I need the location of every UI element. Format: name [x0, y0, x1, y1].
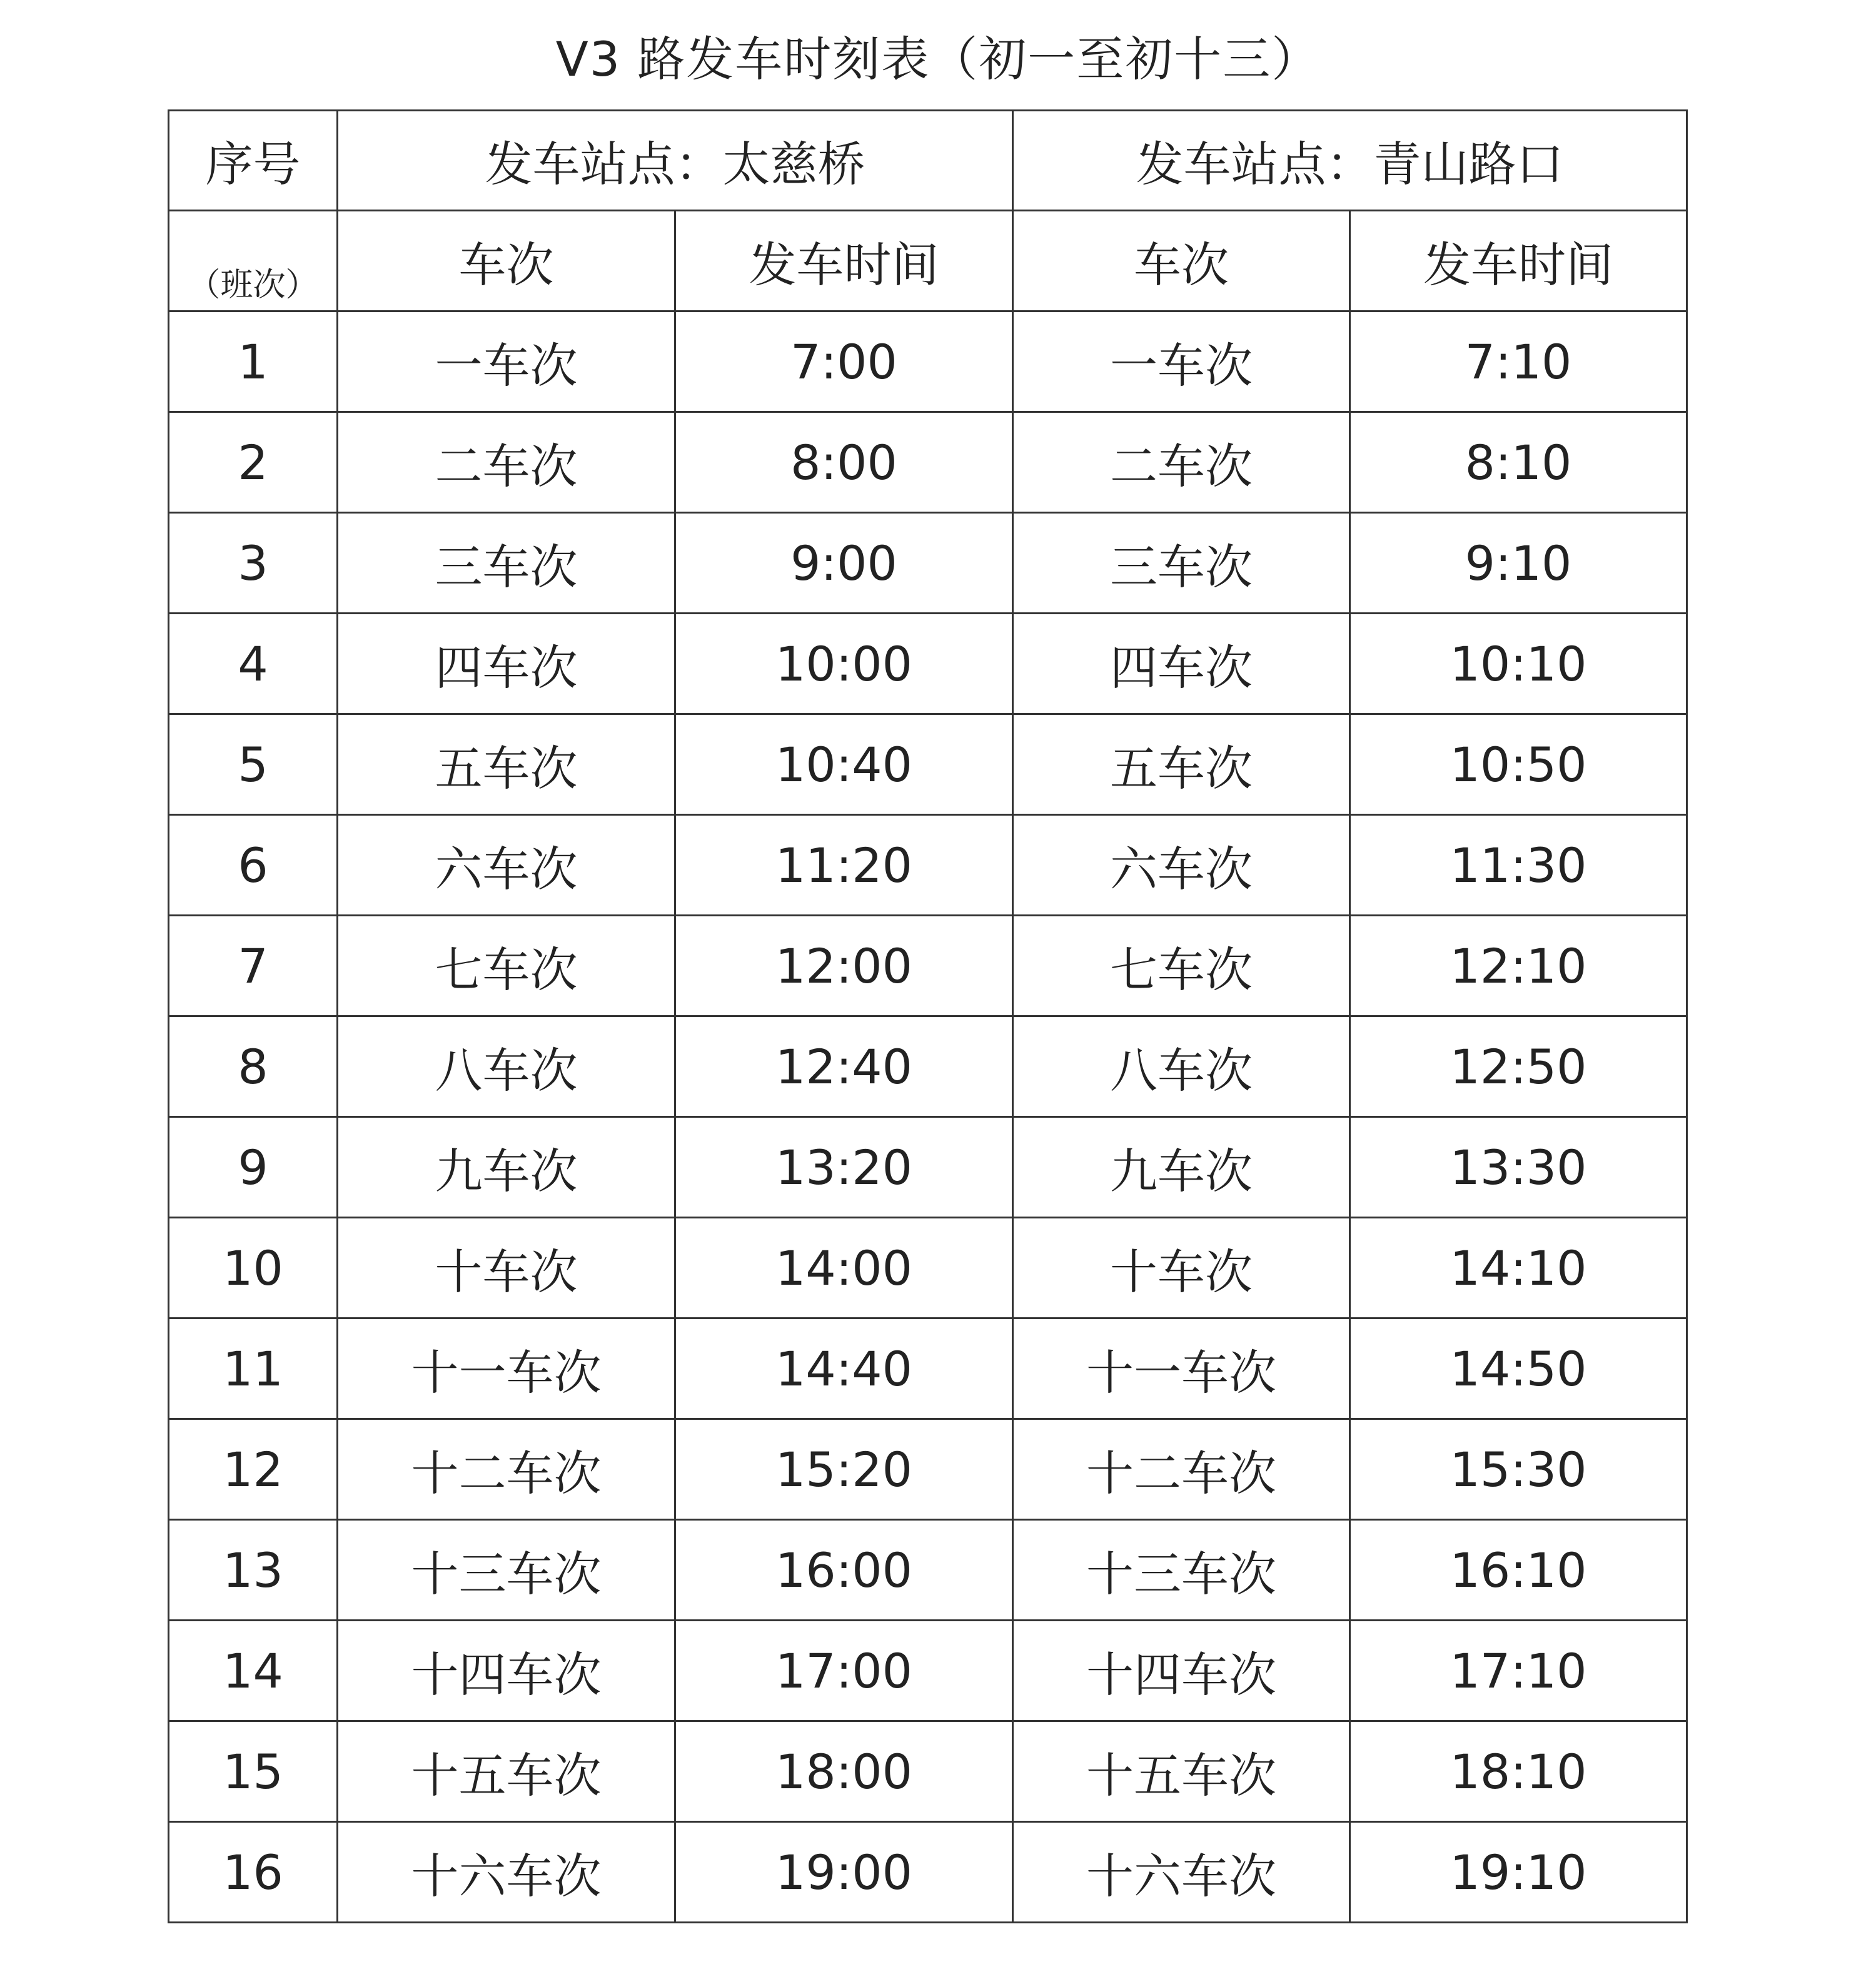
station-b-time-cell: 19:10: [1350, 1822, 1687, 1923]
table-row: [169, 614, 1687, 714]
table-row: [169, 1218, 1687, 1319]
seq-cell: 4: [169, 614, 338, 714]
station-b-trip-cell: 十四车次: [1013, 1621, 1350, 1721]
seq-subheader-cell: [169, 211, 338, 311]
table-row: [169, 412, 1687, 513]
table-row: [169, 1721, 1687, 1822]
seq-cell: 8: [169, 1016, 338, 1117]
station-a-time-header: 发车时间: [675, 211, 1013, 311]
station-b-time-cell: 17:10: [1350, 1621, 1687, 1721]
station-b-header: 发车站点：青山路口: [1013, 111, 1687, 211]
station-a-trip-cell: 四车次: [338, 614, 675, 714]
station-a-trip-cell: 六车次: [338, 815, 675, 916]
station-b-trip-cell: 三车次: [1013, 513, 1350, 614]
station-b-time-header: 发车时间: [1350, 211, 1687, 311]
station-a-time-cell: 14:00: [675, 1218, 1013, 1319]
station-b-time-cell: 8:10: [1350, 412, 1687, 513]
station-b-trip-cell: 十三车次: [1013, 1520, 1350, 1621]
station-b-trip-cell: 十二车次: [1013, 1419, 1350, 1520]
table-row: [169, 1822, 1687, 1923]
seq-header-cell: [169, 111, 338, 211]
station-b-time-cell: 11:30: [1350, 815, 1687, 916]
station-b-trip-cell: 四车次: [1013, 614, 1350, 714]
station-b-trip-cell: 十车次: [1013, 1218, 1350, 1319]
table-row: [169, 513, 1687, 614]
station-a-trip-header: 车次: [338, 211, 675, 311]
station-a-time-cell: 12:40: [675, 1016, 1013, 1117]
seq-cell: 5: [169, 714, 338, 815]
station-a-time-cell: 11:20: [675, 815, 1013, 916]
seq-header-label: 序号: [205, 136, 301, 192]
station-a-trip-cell: 十一车次: [338, 1319, 675, 1419]
table-row: [169, 311, 1687, 412]
station-a-header: 发车站点：太慈桥: [338, 111, 1013, 211]
timetable: [168, 109, 1688, 1923]
station-a-time-cell: 7:00: [675, 311, 1013, 412]
station-a-trip-cell: 十车次: [338, 1218, 675, 1319]
station-a-trip-cell: 十二车次: [338, 1419, 675, 1520]
station-b-time-cell: 9:10: [1350, 513, 1687, 614]
station-a-time-cell: 10:40: [675, 714, 1013, 815]
table-row: [169, 1117, 1687, 1218]
page-title: V3 路发车时刻表（初一至初十三）: [555, 31, 1321, 87]
station-a-time-cell: 19:00: [675, 1822, 1013, 1923]
station-b-time-cell: 10:10: [1350, 614, 1687, 714]
station-a-trip-cell: 二车次: [338, 412, 675, 513]
station-a-trip-cell: 五车次: [338, 714, 675, 815]
table-row: [169, 1319, 1687, 1419]
station-b-trip-cell: 五车次: [1013, 714, 1350, 815]
seq-cell: 2: [169, 412, 338, 513]
station-b-time-cell: 12:10: [1350, 916, 1687, 1016]
station-a-time-cell: 15:20: [675, 1419, 1013, 1520]
station-a-time-cell: 16:00: [675, 1520, 1013, 1621]
station-b-trip-cell: 一车次: [1013, 311, 1350, 412]
station-a-time-cell: 9:00: [675, 513, 1013, 614]
station-b-time-cell: 15:30: [1350, 1419, 1687, 1520]
station-a-trip-cell: 三车次: [338, 513, 675, 614]
table-row: [169, 1520, 1687, 1621]
station-b-trip-cell: 二车次: [1013, 412, 1350, 513]
seq-cell: 1: [169, 311, 338, 412]
seq-cell: 11: [169, 1319, 338, 1419]
seq-cell: 16: [169, 1822, 338, 1923]
table-row: [169, 1016, 1687, 1117]
station-a-time-cell: 14:40: [675, 1319, 1013, 1419]
station-b-trip-cell: 九车次: [1013, 1117, 1350, 1218]
station-b-trip-cell: 六车次: [1013, 815, 1350, 916]
table-row: [169, 916, 1687, 1016]
station-b-time-cell: 13:30: [1350, 1117, 1687, 1218]
station-b-trip-cell: 七车次: [1013, 916, 1350, 1016]
header-row-columns: [169, 211, 1687, 311]
station-a-trip-cell: 九车次: [338, 1117, 675, 1218]
station-a-trip-cell: 七车次: [338, 916, 675, 1016]
station-a-trip-cell: 十三车次: [338, 1520, 675, 1621]
station-a-trip-cell: 十四车次: [338, 1621, 675, 1721]
station-b-time-cell: 7:10: [1350, 311, 1687, 412]
seq-cell: 13: [169, 1520, 338, 1621]
station-a-trip-cell: 十六车次: [338, 1822, 675, 1923]
seq-cell: 3: [169, 513, 338, 614]
station-a-trip-cell: 十五车次: [338, 1721, 675, 1822]
station-b-time-cell: 12:50: [1350, 1016, 1687, 1117]
table-row: [169, 815, 1687, 916]
table-row: [169, 1419, 1687, 1520]
seq-cell: 12: [169, 1419, 338, 1520]
station-a-time-cell: 13:20: [675, 1117, 1013, 1218]
seq-cell: 14: [169, 1621, 338, 1721]
seq-cell: 15: [169, 1721, 338, 1822]
station-b-trip-cell: 八车次: [1013, 1016, 1350, 1117]
seq-cell: 6: [169, 815, 338, 916]
header-row-stations: [169, 111, 1687, 211]
table-row: [169, 714, 1687, 815]
station-b-time-cell: 14:10: [1350, 1218, 1687, 1319]
station-b-time-cell: 10:50: [1350, 714, 1687, 815]
station-b-trip-cell: 十五车次: [1013, 1721, 1350, 1822]
station-a-time-cell: 8:00: [675, 412, 1013, 513]
seq-cell: 9: [169, 1117, 338, 1218]
station-b-time-cell: 18:10: [1350, 1721, 1687, 1822]
seq-subheader-label: （班次）: [188, 266, 318, 304]
station-b-time-cell: 16:10: [1350, 1520, 1687, 1621]
seq-cell: 10: [169, 1218, 338, 1319]
station-b-trip-header: 车次: [1013, 211, 1350, 311]
station-a-trip-cell: 一车次: [338, 311, 675, 412]
station-b-trip-cell: 十一车次: [1013, 1319, 1350, 1419]
station-a-time-cell: 18:00: [675, 1721, 1013, 1822]
table-row: [169, 1621, 1687, 1721]
station-b-trip-cell: 十六车次: [1013, 1822, 1350, 1923]
station-a-time-cell: 10:00: [675, 614, 1013, 714]
station-a-time-cell: 17:00: [675, 1621, 1013, 1721]
station-a-trip-cell: 八车次: [338, 1016, 675, 1117]
station-b-time-cell: 14:50: [1350, 1319, 1687, 1419]
seq-cell: 7: [169, 916, 338, 1016]
station-a-time-cell: 12:00: [675, 916, 1013, 1016]
